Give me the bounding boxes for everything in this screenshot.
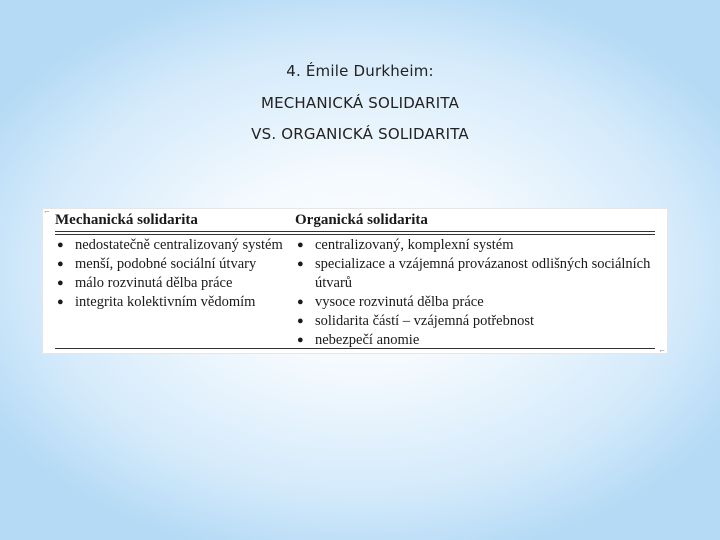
table-header-rule — [55, 234, 655, 235]
list-item: ● specializace a vzájemná provázanost odlišných sociálních útvarů — [297, 256, 651, 291]
list-item: ● integrita kolektivním vědomím — [57, 294, 256, 310]
list-item: ● centralizovaný, komplexní systém — [297, 237, 514, 253]
corner-marker-icon: ⌐ — [44, 208, 50, 216]
column-header-mechanical: Mechanická solidarita — [55, 212, 198, 228]
bullet-icon: ● — [297, 334, 304, 346]
bullet-icon: ● — [57, 239, 64, 251]
list-item: ● solidarita částí – vzájemná potřebnost — [297, 313, 535, 329]
organic-items-list — [295, 236, 663, 350]
corner-marker-icon: ⌐ — [659, 347, 665, 355]
list-item: ● vysoce rozvinutá dělba práce — [297, 294, 484, 310]
list-item: ● nebezpečí anomie — [297, 332, 420, 348]
mechanical-items-list — [55, 236, 287, 312]
bullet-icon: ● — [297, 296, 304, 308]
comparison-table — [42, 208, 668, 354]
slide-title-line-3: VS. ORGANICKÁ SOLIDARITA — [251, 125, 469, 143]
bullet-icon: ● — [57, 277, 64, 289]
bullet-icon: ● — [297, 239, 304, 251]
bullet-icon: ● — [57, 296, 64, 308]
bullet-icon: ● — [297, 258, 304, 270]
list-item: ● menší, podobné sociální útvary — [57, 256, 257, 272]
list-item: ● nedostatečně centralizovaný systém — [57, 237, 283, 253]
bullet-icon: ● — [57, 258, 64, 270]
bullet-icon: ● — [297, 315, 304, 327]
slide-title-line-1: 4. Émile Durkheim: — [286, 62, 434, 80]
column-header-organic: Organická solidarita — [295, 212, 428, 228]
list-item: ● málo rozvinutá dělba práce — [57, 275, 233, 291]
slide-title-line-2: MECHANICKÁ SOLIDARITA — [260, 94, 460, 112]
table-top-rule — [55, 231, 655, 232]
